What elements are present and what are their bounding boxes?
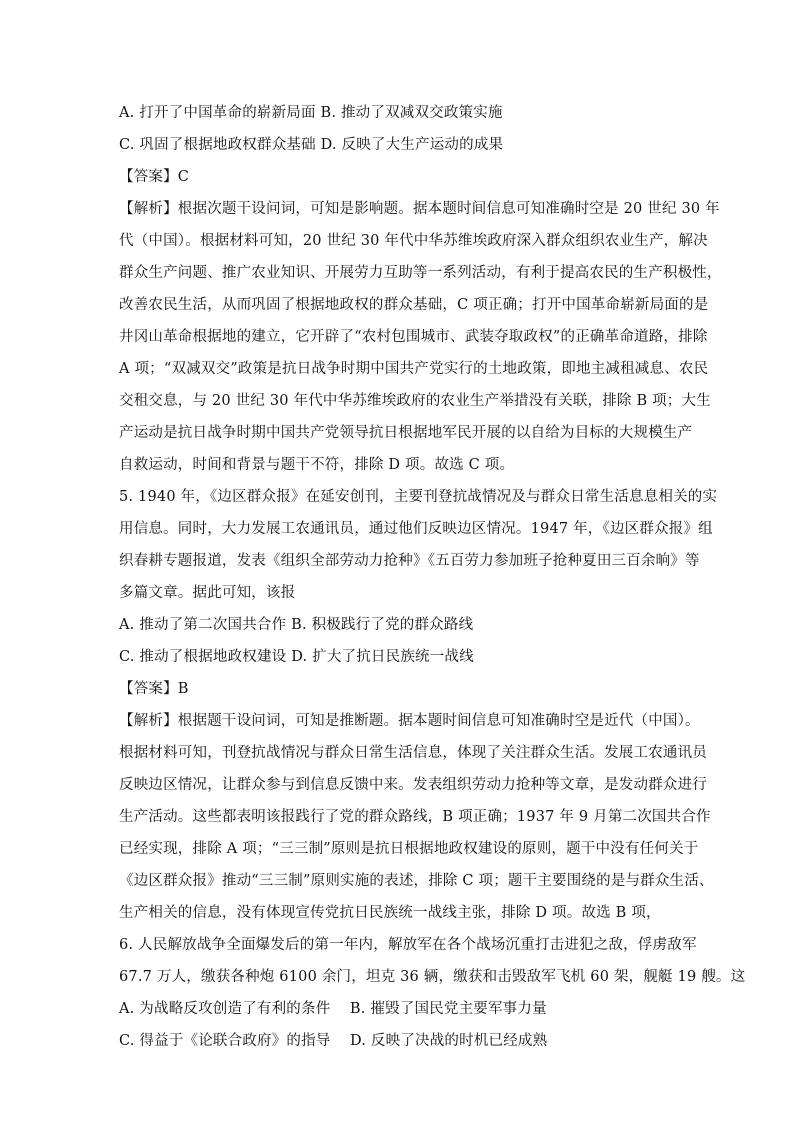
q4-answer: 【答案】C <box>119 169 190 185</box>
q4-analysis-line: 自救运动，时间和背景与题干不符，排除 D 项。故选 C 项。 <box>119 457 515 473</box>
q6-stem-line: 67.7 万人，缴获各种炮 6100 余门，坦克 36 辆，缴获和击毁敌军飞机 60 架，舰艇 19 艘。这 <box>119 969 746 985</box>
q5-analysis-line: 生产相关的信息，没有体现宣传党抗日民族统一战线主张，排除 D 项。故选 B 项， <box>119 905 661 921</box>
q5-analysis-line: 反映边区情况，让群众参与到信息反馈中来。发表组织劳动力抢种等文章，是发动群众进行 <box>119 777 707 793</box>
q4-option-cd: C. 巩固了根据地政权群众基础 D. 反映了大生产运动的成果 <box>119 137 504 153</box>
q4-analysis-line: 群众生产问题、推广农业知识、开展劳力互助等一系列活动，有利于提高农民的生产积极性， <box>119 265 722 281</box>
q4-analysis-line: 改善农民生活，从而巩固了根据地政权的群众基础，C 项正确；打开中国革命崭新局面的是 <box>119 297 709 313</box>
q6-stem-line: 6. 人民解放战争全面爆发后的第一年内，解放军在各个战场沉重打击进犯之敌，俘虏敌军 <box>119 937 697 953</box>
q5-answer: 【答案】B <box>119 681 189 697</box>
q6-option-ab: A. 为战略反攻创造了有利的条件 B. 摧毁了国民党主要军事力量 <box>119 1001 547 1017</box>
q4-option-ab: A. 打开了中国革命的崭新局面 B. 推动了双减双交政策实施 <box>119 105 503 121</box>
q5-analysis-line: 根据材料可知，刊登抗战情况与群众日常生活信息，体现了关注群众生活。发展工农通讯员 <box>119 745 707 761</box>
q5-stem-line: 多篇文章。据此可知，该报 <box>119 585 296 601</box>
q5-analysis-line: 已经实现，排除 A 项；“三三制”原则是抗日根据地政权建设的原则，题干中没有任何关于 <box>119 841 699 857</box>
q4-analysis-line: 【解析】根据次题干设问词，可知是影响题。据本题时间信息可知准确时空是 20 世纪 30 年 <box>119 201 720 217</box>
q5-analysis-line: 【解析】根据题干设问词，可知是推断题。据本题时间信息可知准确时空是近代（中国）。 <box>119 713 700 729</box>
q4-analysis-line: 代（中国）。根据材料可知，20 世纪 30 年代中华苏维埃政府深入群众组织农业生产，解决 <box>119 233 708 249</box>
q5-stem-line: 用信息。同时，大力发展工农通讯员，通过他们反映边区情况。1947 年，《边区群众报》组 <box>119 521 713 537</box>
q5-analysis-line: 《边区群众报》推动“三三制”原则实施的表述，排除 C 项；题干主要围绕的是与群众生活、 <box>119 873 714 889</box>
q4-analysis-line: 井冈山革命根据地的建立，它开辟了“农村包围城市、武装夺取政权”的正确革命道路，排除 <box>119 329 708 345</box>
q4-analysis-line: A 项；“双减双交”政策是抗日战争时期中国共产党实行的土地政策，即地主减租减息、农民 <box>119 361 709 377</box>
q5-stem-line: 织春耕专题报道，发表《组织全部劳动力抢种》《五百劳力参加班子抢种夏田三百余晌》等 <box>119 553 700 569</box>
q5-stem-line: 5. 1940 年，《边区群众报》在延安创刊，主要刊登抗战情况及与群众日常生活息息相关的实 <box>119 489 718 505</box>
q4-analysis-line: 产运动是抗日战争时期中国共产党领导抗日根据地军民开展的以自给为目标的大规模生产 <box>119 425 693 441</box>
q5-option-cd: C. 推动了根据地政权建设 D. 扩大了抗日民族统一战线 <box>119 649 474 665</box>
q6-option-cd: C. 得益于《论联合政府》的指导 D. 反映了决战的时机已经成熟 <box>119 1033 548 1049</box>
q5-analysis-line: 生产活动。这些都表明该报践行了党的群众路线，B 项正确；1937 年 9 月第二次国共合作 <box>119 809 711 825</box>
q5-option-ab: A. 推动了第二次国共合作 B. 积极践行了党的群众路线 <box>119 617 474 633</box>
q4-analysis-line: 交租交息，与 20 世纪 30 年代中华苏维埃政府的农业生产举措没有关联，排除 B 项；大生 <box>119 393 711 409</box>
